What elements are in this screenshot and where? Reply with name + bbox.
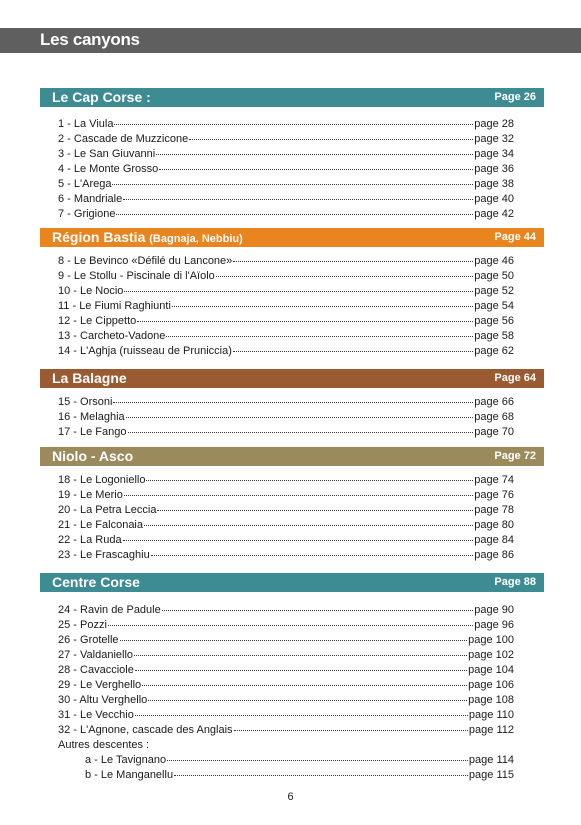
entry-label: 31 - Le Vecchio	[58, 709, 134, 721]
toc-entry[interactable]	[58, 314, 514, 329]
toc-entry[interactable]	[58, 284, 514, 299]
entry-label: 12 - Le Cippetto	[58, 315, 137, 327]
entry-label: 8 - Le Bevinco «Défilé du Lancone»	[58, 255, 233, 267]
dot-leader	[116, 211, 473, 215]
toc-entry[interactable]	[58, 663, 514, 678]
toc-entry[interactable]	[85, 753, 514, 768]
entry-page: page 42	[474, 208, 514, 220]
dot-leader	[108, 622, 473, 626]
entry-page: page 62	[474, 345, 514, 357]
page-number: 6	[287, 791, 294, 803]
section-title: Niolo - Asco	[52, 448, 134, 464]
toc-entry[interactable]	[85, 768, 514, 783]
entry-page: page 52	[474, 285, 514, 297]
entry-label: 20 - La Petra Leccia	[58, 504, 157, 516]
dot-leader	[120, 637, 468, 641]
entry-label: 4 - Le Monte Grosso	[58, 163, 159, 175]
toc-entry[interactable]	[58, 132, 514, 147]
toc-entry[interactable]	[58, 693, 514, 708]
entry-label: 19 - Le Merio	[58, 489, 123, 501]
page-title: Les canyons	[40, 30, 140, 49]
section-page: Page 44	[494, 231, 536, 243]
section-title-main: Région Bastia	[52, 229, 146, 245]
section-title: La Balagne	[52, 370, 127, 386]
entry-label: 6 - Mandriale	[58, 193, 123, 205]
entry-page: page 106	[468, 679, 514, 691]
dot-leader	[148, 697, 467, 701]
dot-leader	[113, 399, 473, 403]
entry-label: 5 - L'Arega	[58, 178, 112, 190]
entry-label: 23 - Le Frascaghiu	[58, 549, 150, 561]
entry-label: 13 - Carcheto-Vadone	[58, 330, 166, 342]
entry-page: page 108	[468, 694, 514, 706]
entry-page: page 74	[474, 474, 514, 486]
entry-label: 11 - Le Fiumi Raghiunti	[58, 300, 171, 312]
entry-label: 18 - Le Logoniello	[58, 474, 146, 486]
entry-page: page 66	[474, 396, 514, 408]
dot-leader	[124, 492, 473, 496]
section-subtitle: (Bagnaja, Nebbiu)	[149, 233, 243, 245]
dot-leader	[128, 429, 474, 433]
section-header-region-bastia	[40, 228, 544, 247]
entry-label: 17 - Le Fango	[58, 426, 127, 438]
toc-entry[interactable]	[58, 533, 514, 548]
entry-label: 1 - La Viula	[58, 118, 114, 130]
entry-label: 9 - Le Stollu - Piscinale di l'Aïolo	[58, 270, 215, 282]
entry-page: page 112	[468, 724, 514, 736]
entry-page: page 104	[468, 664, 514, 676]
dot-leader	[162, 607, 474, 611]
entry-label: 24 - Ravin de Padule	[58, 604, 161, 616]
toc-entry[interactable]	[58, 648, 514, 663]
section-title	[52, 229, 243, 245]
other-descents-label: Autres descentes :	[58, 739, 150, 751]
dot-leader	[135, 667, 467, 671]
section-header-niolo-asco	[40, 447, 544, 466]
dot-leader	[159, 166, 473, 170]
toc-entry[interactable]	[58, 117, 514, 132]
section-title: Centre Corse	[52, 574, 140, 590]
entry-label: 26 - Grotelle	[58, 634, 119, 646]
dot-leader	[126, 414, 474, 418]
dot-leader	[124, 288, 473, 292]
entry-page: page 114	[468, 754, 514, 766]
toc-entry[interactable]	[58, 425, 514, 440]
entry-label: 14 - L'Aghja (ruisseau de Pruniccia)	[58, 345, 232, 357]
dot-leader	[167, 757, 468, 761]
entry-page: page 102	[468, 649, 514, 661]
entry-page: page 34	[474, 148, 514, 160]
entry-label: 27 - Valdaniello	[58, 649, 134, 661]
toc-entry[interactable]	[58, 177, 514, 192]
dot-leader	[233, 258, 473, 262]
entry-page: page 50	[474, 270, 514, 282]
entry-page: page 86	[474, 549, 514, 561]
toc-entry[interactable]	[58, 395, 514, 410]
toc-entry[interactable]	[58, 269, 514, 284]
entry-label: 2 - Cascade de Muzzicone	[58, 133, 189, 145]
entry-label: 32 - L'Agnone, cascade des Anglais	[58, 724, 233, 736]
entry-page: page 78	[474, 504, 514, 516]
entry-label: 30 - Altu Verghello	[58, 694, 148, 706]
entry-page: page 40	[474, 193, 514, 205]
dot-leader	[156, 151, 473, 155]
dot-leader	[135, 712, 468, 716]
dot-leader	[174, 772, 468, 776]
entry-page: page 36	[474, 163, 514, 175]
entry-page: page 110	[468, 709, 514, 721]
entry-page: page 58	[474, 330, 514, 342]
entry-page: page 80	[474, 519, 514, 531]
toc-entry[interactable]	[58, 678, 514, 693]
dot-leader	[123, 196, 473, 200]
section-header-centre-corse	[40, 573, 544, 592]
entry-page: page 68	[474, 411, 514, 423]
toc-entry[interactable]	[58, 254, 514, 269]
dot-leader	[142, 682, 467, 686]
dot-leader	[216, 273, 473, 277]
entry-label: 21 - Le Falconaia	[58, 519, 143, 531]
toc-entry[interactable]	[58, 207, 514, 222]
section-header-la-balagne	[40, 369, 544, 388]
dot-leader	[144, 522, 473, 526]
entry-page: page 76	[474, 489, 514, 501]
entry-page: page 90	[474, 604, 514, 616]
dot-leader	[137, 318, 473, 322]
entry-page: page 28	[474, 118, 514, 130]
entry-page: page 54	[474, 300, 514, 312]
toc-entry[interactable]	[58, 473, 514, 488]
section-page: Page 88	[494, 576, 536, 588]
dot-leader	[189, 136, 473, 140]
entry-page: page 96	[474, 619, 514, 631]
dot-leader	[157, 507, 473, 511]
toc-entry[interactable]	[58, 147, 514, 162]
dot-leader	[151, 552, 474, 556]
dot-leader	[172, 303, 473, 307]
page-header-bar	[0, 28, 581, 53]
dot-leader	[123, 537, 474, 541]
toc-entry[interactable]	[58, 548, 514, 563]
toc-entry[interactable]	[58, 518, 514, 533]
entry-page: page 84	[474, 534, 514, 546]
entry-label: 10 - Le Nocio	[58, 285, 124, 297]
dot-leader	[134, 652, 467, 656]
entry-label: 28 - Cavacciole	[58, 664, 134, 676]
toc-entry[interactable]	[58, 344, 514, 359]
toc-entry[interactable]	[58, 503, 514, 518]
toc-entry[interactable]	[58, 488, 514, 503]
entry-label: 25 - Pozzi	[58, 619, 107, 631]
dot-leader	[112, 181, 473, 185]
toc-entry[interactable]	[58, 633, 514, 648]
toc-entry[interactable]	[58, 410, 514, 425]
entry-label: 15 - Orsoni	[58, 396, 113, 408]
entry-label: 3 - Le San Giuvanni	[58, 148, 156, 160]
toc-entry[interactable]	[58, 618, 514, 633]
toc-entry[interactable]	[58, 603, 514, 618]
entry-page: page 100	[468, 634, 514, 646]
section-page: Page 26	[494, 91, 536, 103]
toc-entry[interactable]	[58, 299, 514, 314]
entry-label: 16 - Melaghia	[58, 411, 125, 423]
toc-entry[interactable]	[58, 162, 514, 177]
section-title: Le Cap Corse :	[52, 89, 151, 105]
entry-label: b - Le Manganellu	[85, 769, 174, 781]
section-page: Page 72	[494, 450, 536, 462]
toc-entry[interactable]	[58, 192, 514, 207]
section-page: Page 64	[494, 372, 536, 384]
dot-leader	[146, 477, 473, 481]
entry-page: page 56	[474, 315, 514, 327]
entry-page: page 70	[474, 426, 514, 438]
entry-label: a - Le Tavignano	[85, 754, 167, 766]
dot-leader	[166, 333, 473, 337]
entry-page: page 46	[474, 255, 514, 267]
section-header-cap-corse	[40, 88, 544, 107]
entry-page: page 38	[474, 178, 514, 190]
entry-page: page 115	[468, 769, 514, 781]
dot-leader	[234, 727, 468, 731]
toc-entry[interactable]	[58, 723, 514, 738]
dot-leader	[233, 348, 473, 352]
toc-entry[interactable]	[58, 329, 514, 344]
dot-leader	[114, 121, 473, 125]
toc-entry[interactable]	[58, 708, 514, 723]
entry-label: 22 - La Ruda	[58, 534, 122, 546]
entry-page: page 32	[474, 133, 514, 145]
entry-label: 7 - Grigione	[58, 208, 116, 220]
entry-label: 29 - Le Verghello	[58, 679, 142, 691]
